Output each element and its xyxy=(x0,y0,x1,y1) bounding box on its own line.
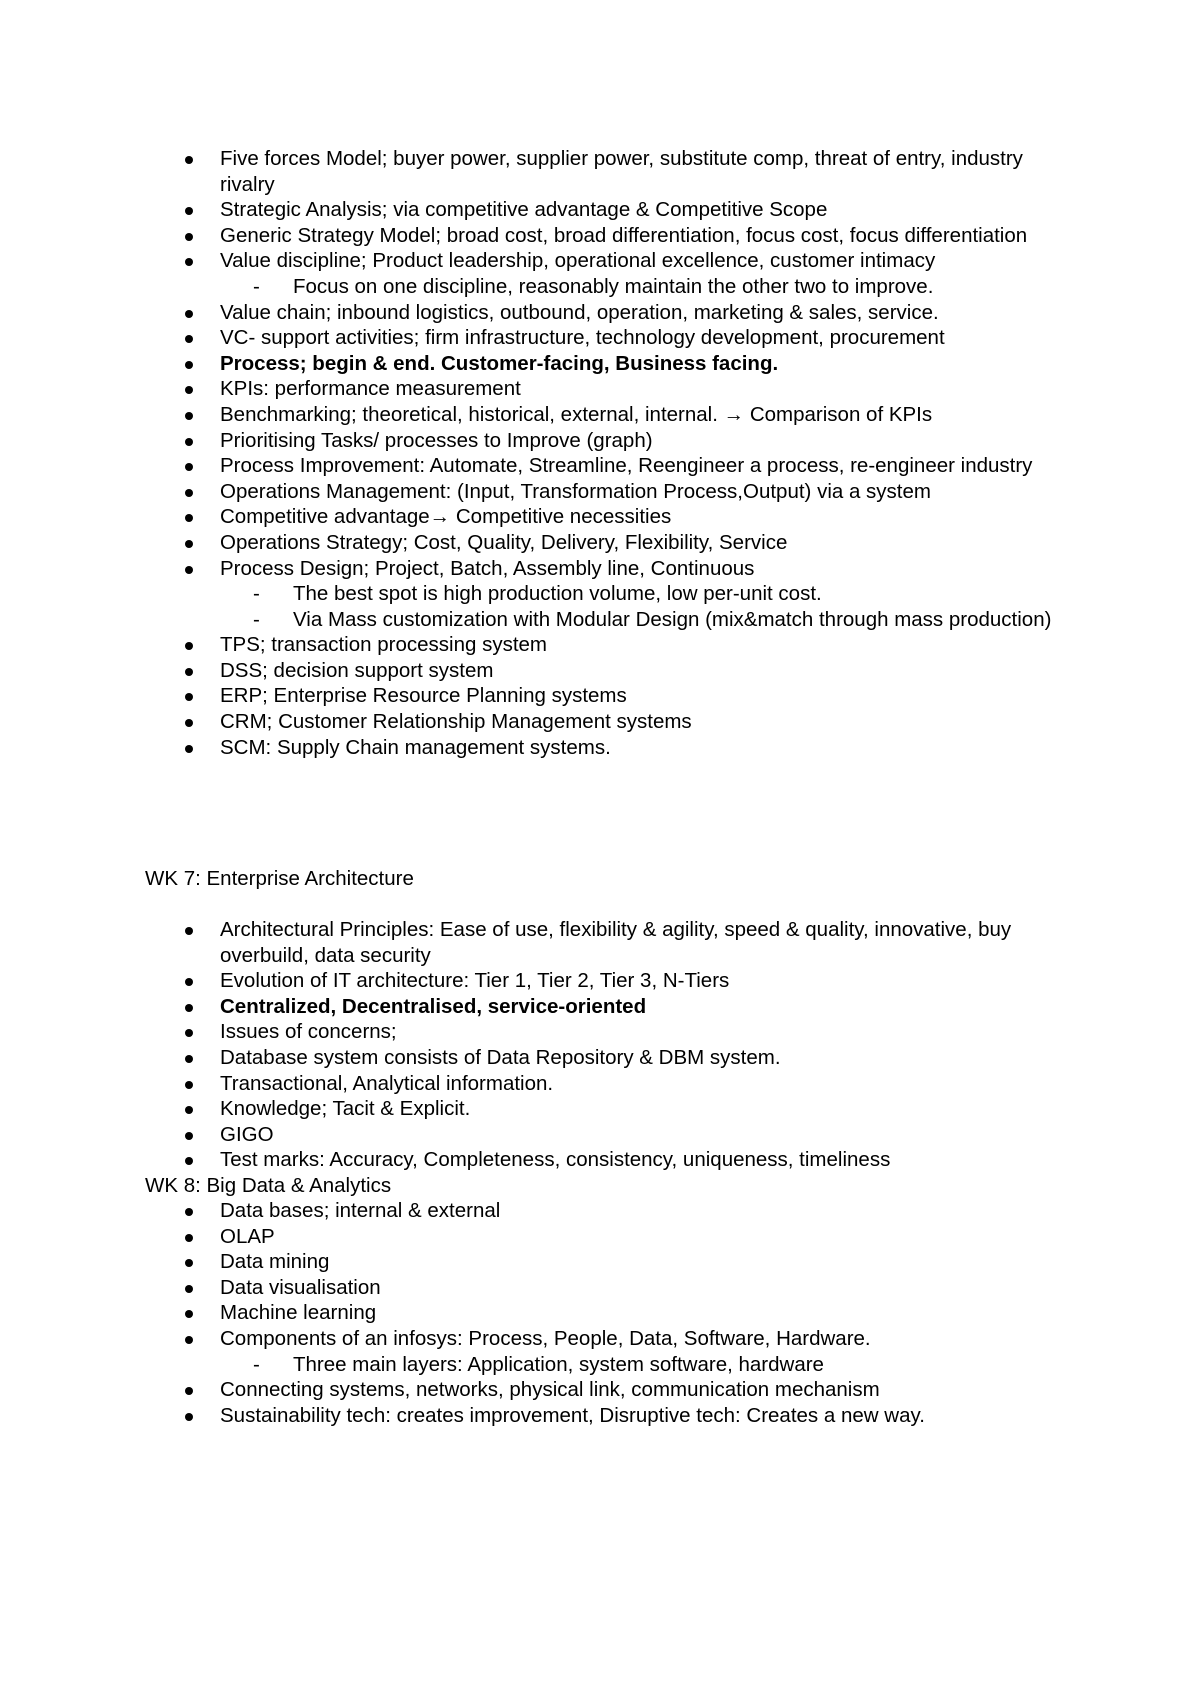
bullet-list xyxy=(0,1198,1070,1428)
list-item xyxy=(0,325,1070,351)
bullet-icon xyxy=(185,1285,193,1293)
dash-marker: - xyxy=(253,1352,260,1376)
sub-list-item-text: Three main layers: Application, system software, hardware xyxy=(293,1352,824,1376)
list-item xyxy=(0,1249,1070,1275)
list-item-text: Knowledge; Tacit & Explicit. xyxy=(220,1097,471,1121)
bullet-icon xyxy=(185,642,193,650)
list-item-text: TPS; transaction processing system xyxy=(220,633,547,657)
list-item-text: ERP; Enterprise Resource Planning systems xyxy=(220,684,627,708)
list-item-text: VC- support activities; firm infrastructure, technology development, procurement xyxy=(220,326,945,350)
dash-marker: - xyxy=(253,274,260,298)
bullet-icon xyxy=(185,489,193,497)
list-item-text: Centralized, Decentralised, service-oriented xyxy=(220,994,647,1018)
list-item xyxy=(0,683,1070,709)
bullet-icon xyxy=(185,1234,193,1242)
bullet-icon xyxy=(185,1310,193,1318)
bullet-icon xyxy=(185,1132,193,1140)
bullet-list xyxy=(0,146,1200,760)
section-wk6-notes xyxy=(0,146,1200,760)
sub-list-item xyxy=(0,274,1070,300)
bullet-list xyxy=(0,917,1070,1173)
bullet-icon xyxy=(185,1387,193,1395)
list-item xyxy=(0,1198,1070,1224)
list-item-text: Process Improvement: Automate, Streamline, Reengineer a process, re-engineer industry xyxy=(220,454,1033,478)
bullet-icon xyxy=(185,1413,193,1421)
bullet-icon xyxy=(185,978,193,986)
list-item-text: Process Design; Project, Batch, Assembly line, Continuous xyxy=(220,556,755,580)
bullet-icon xyxy=(185,1106,193,1114)
list-item xyxy=(0,504,1070,530)
bullet-icon xyxy=(185,258,193,266)
sub-list-item xyxy=(0,607,1070,633)
list-item-text: Transactional, Analytical information. xyxy=(220,1071,554,1095)
sub-list-item-text: Via Mass customization with Modular Design (mix&match through mass production) xyxy=(293,607,1052,631)
bullet-icon xyxy=(185,361,193,369)
bullet-icon xyxy=(185,1055,193,1063)
list-item-text: Data bases; internal & external xyxy=(220,1199,501,1222)
list-item xyxy=(0,300,1070,326)
list-item xyxy=(0,658,1070,684)
list-item-text: Operations Strategy; Cost, Quality, Delivery, Flexibility, Service xyxy=(220,530,788,554)
list-item-text: Machine learning xyxy=(220,1301,377,1325)
list-item xyxy=(0,1326,1070,1352)
bullet-icon xyxy=(185,566,193,574)
bullet-icon xyxy=(185,1208,193,1216)
list-item xyxy=(0,1071,1070,1097)
bullet-icon xyxy=(185,668,193,676)
list-item-text: Database system consists of Data Repository & DBM system. xyxy=(220,1045,781,1069)
list-item xyxy=(0,709,1070,735)
section-heading: WK 7: Enterprise Architecture xyxy=(145,867,414,890)
bullet-icon xyxy=(185,1029,193,1037)
list-item-text: Five forces Model; buyer power, supplier power, substitute comp, threat of entry, industry rivalry xyxy=(220,147,1023,196)
list-item xyxy=(0,146,1070,197)
list-item-text: SCM: Supply Chain management systems. xyxy=(220,735,611,759)
list-item-text: KPIs: performance measurement xyxy=(220,377,521,401)
list-item xyxy=(0,376,1070,402)
list-item xyxy=(0,1045,1070,1071)
list-item xyxy=(0,1300,1070,1326)
list-item xyxy=(0,1096,1070,1122)
section-heading: WK 8: Big Data & Analytics xyxy=(145,1174,392,1197)
bullet-icon xyxy=(185,386,193,394)
list-item xyxy=(0,556,1070,582)
bullet-icon xyxy=(185,514,193,522)
bullet-icon xyxy=(185,1081,193,1089)
list-item xyxy=(0,994,1070,1020)
list-item-text: Components of an infosys: Process, People, Data, Software, Hardware. xyxy=(220,1326,871,1350)
list-item-text: CRM; Customer Relationship Management systems xyxy=(220,710,692,734)
list-item-text: Operations Management: (Input, Transformation Process,Output) via a system xyxy=(220,479,931,503)
bullet-icon xyxy=(185,693,193,701)
bullet-icon xyxy=(185,233,193,241)
list-item xyxy=(0,917,1070,968)
list-item xyxy=(0,1377,1070,1403)
bullet-icon xyxy=(185,927,193,935)
list-item-text: Sustainability tech: creates improvement, Disruptive tech: Creates a new way. xyxy=(220,1403,925,1427)
list-item-text: Benchmarking; theoretical, historical, external, internal. → Comparison of KPIs xyxy=(220,402,933,426)
list-item-text: Strategic Analysis; via competitive advantage & Competitive Scope xyxy=(220,198,828,222)
list-item xyxy=(0,428,1070,454)
list-item-text: Data visualisation xyxy=(220,1275,381,1299)
bullet-icon xyxy=(185,1004,193,1012)
sub-list-item-text: The best spot is high production volume, low per-unit cost. xyxy=(293,582,822,606)
list-item-text: Competitive advantage→ Competitive necessities xyxy=(220,505,672,529)
list-item xyxy=(0,1147,1070,1173)
list-item-text: OLAP xyxy=(220,1224,275,1248)
list-item-text: Architectural Principles: Ease of use, flexibility & agility, speed & quality, innovative, buy overbuild, data security xyxy=(220,918,1012,967)
list-item xyxy=(0,1275,1070,1301)
bullet-icon xyxy=(185,719,193,727)
list-item xyxy=(0,1224,1070,1250)
list-item-text: DSS; decision support system xyxy=(220,658,494,682)
list-item xyxy=(0,453,1070,479)
list-item xyxy=(0,402,1070,428)
bullet-icon xyxy=(185,335,193,343)
bullet-icon xyxy=(185,438,193,446)
list-item-text: GIGO xyxy=(220,1122,274,1146)
list-item-text: Evolution of IT architecture: Tier 1, Tier 2, Tier 3, N-Tiers xyxy=(220,969,730,993)
list-item xyxy=(0,248,1070,274)
bullet-icon xyxy=(185,310,193,318)
bullet-icon xyxy=(185,207,193,215)
bullet-icon xyxy=(185,540,193,548)
list-item-text: Connecting systems, networks, physical link, communication mechanism xyxy=(220,1378,880,1402)
list-item xyxy=(0,1019,1070,1045)
dash-marker: - xyxy=(253,607,260,631)
dash-marker: - xyxy=(253,582,260,606)
bullet-icon xyxy=(185,1157,193,1165)
list-item xyxy=(0,197,1070,223)
list-item xyxy=(0,1122,1070,1148)
bullet-icon xyxy=(185,156,193,164)
list-item-text: Process; begin & end. Customer-facing, Business facing. xyxy=(220,351,779,375)
list-item xyxy=(0,530,1070,556)
bullet-icon xyxy=(185,1336,193,1344)
bullet-icon xyxy=(185,745,193,753)
list-item-text: Prioritising Tasks/ processes to Improve (graph) xyxy=(220,428,653,452)
list-item xyxy=(0,968,1070,994)
list-item-text: Data mining xyxy=(220,1250,330,1274)
bullet-icon xyxy=(185,1259,193,1267)
list-item-text: Issues of concerns; xyxy=(220,1020,397,1044)
list-item-text: Value discipline; Product leadership, operational excellence, customer intimacy xyxy=(220,249,936,273)
bullet-icon xyxy=(185,412,193,420)
sub-list-item-text: Focus on one discipline, reasonably maintain the other two to improve. xyxy=(293,274,934,298)
list-item-text: Test marks: Accuracy, Completeness, consistency, uniqueness, timeliness xyxy=(220,1148,891,1172)
bullet-icon xyxy=(185,463,193,471)
sub-list-item xyxy=(0,581,1070,607)
list-item xyxy=(0,479,1070,505)
list-item xyxy=(0,632,1070,658)
list-item-text: Value chain; inbound logistics, outbound, operation, marketing & sales, service. xyxy=(220,300,939,324)
list-item xyxy=(0,735,1070,761)
list-item xyxy=(0,223,1070,249)
list-item xyxy=(0,351,1070,377)
sub-list-item xyxy=(0,1352,1070,1378)
list-item-text: Generic Strategy Model; broad cost, broad differentiation, focus cost, focus differentiation xyxy=(220,223,1028,247)
list-item xyxy=(0,1403,1070,1429)
